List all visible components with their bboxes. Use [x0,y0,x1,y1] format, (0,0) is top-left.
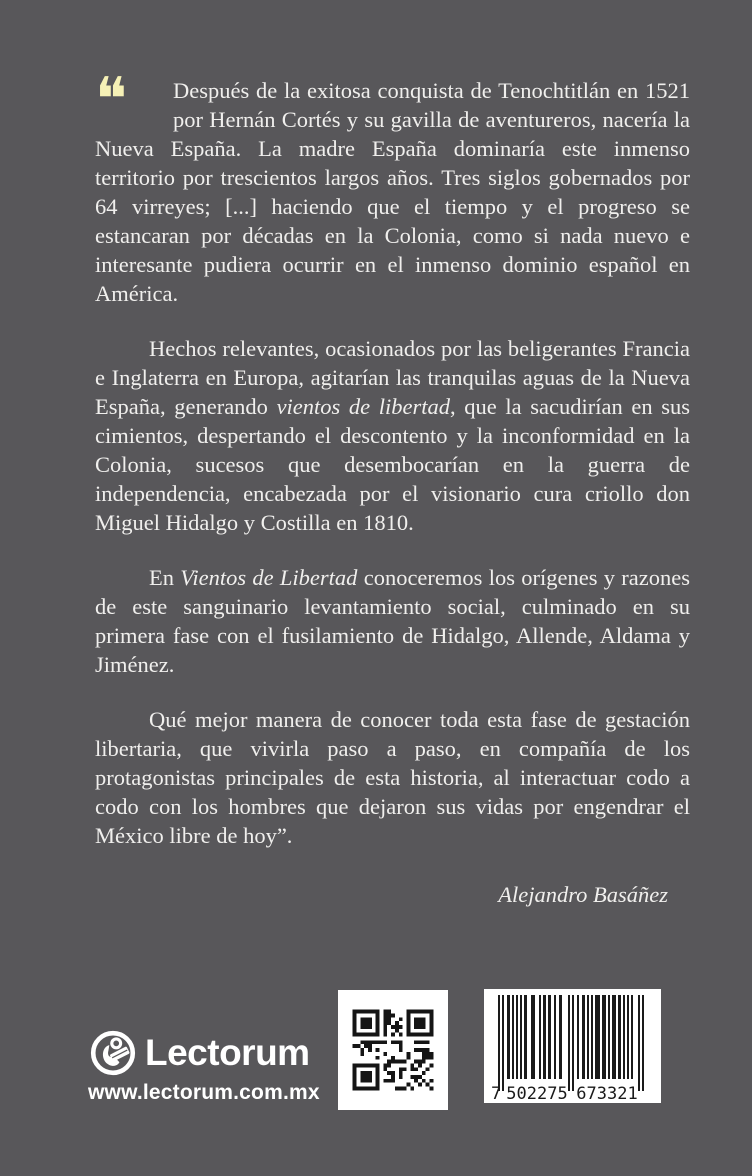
publisher-logo [90,1028,310,1078]
synopsis-paragraph-4: Qué mejor manera de conocer toda esta fase de gestación libertaria, que vivirla paso a paso, en compañía de los protagonistas principales de esta historia, al interactuar codo a codo con los hombres que dejaron sus vidas por engendrar el México libre de hoy”. [95,707,690,848]
barcode-digits-group1: 502275 [506,1084,568,1103]
synopsis-paragraph-2: Hechos relevantes, ocasionados por las beligerantes Francia e Inglaterra en Europa, agitarían las tranquilas aguas de la Nueva España, generando vientos de libertad, que la sacudirían en sus cimientos, despertando el descontento y la inconformidad en la Colonia, sucesos que desembocarían en la guerra de independencia, encabezada por el visionario cura criollo don Miguel Hidalgo y Costilla en 1810. [95,336,690,535]
barcode-digit-lead: 7 [491,1084,502,1103]
publisher-website: www.lectorum.com.mx [88,1081,320,1104]
synopsis-paragraph-3: En Vientos de Libertad conoceremos los orígenes y razones de este sanguinario levantamiento social, culminado en su primera fase con el fusilamiento de Hidalgo, Allende, Aldama y Jiménez. [95,565,690,677]
synopsis-text [95,65,690,909]
publisher-name: Lectorum [145,1032,310,1073]
barcode-digits-group2: 673321 [576,1084,638,1103]
author-name: Alejandro Basáñez [498,882,668,907]
barcode-icon [484,989,661,1103]
barcode-panel [484,989,661,1103]
opening-quote-icon: ❝ [95,65,128,135]
qr-code-panel [338,990,448,1110]
qr-code-icon [345,1002,441,1098]
lectorum-reader-icon [90,1030,136,1076]
synopsis-paragraph-1: ❝ Después de la exitosa conquista de Tenochtitlán en 1521 por Hernán Cortés y su gavilla de aventureros, nacería la Nueva España. La madre España dominaría este inmenso territorio por trescientos largos años. Tres siglos gobernados por 64 virreyes; [...] haciendo que el tiempo y el progreso se estancaran por décadas en la Colonia, como si nada nuevo e interesante pudiera ocurrir en el inmenso dominio español en América. [95,65,690,306]
